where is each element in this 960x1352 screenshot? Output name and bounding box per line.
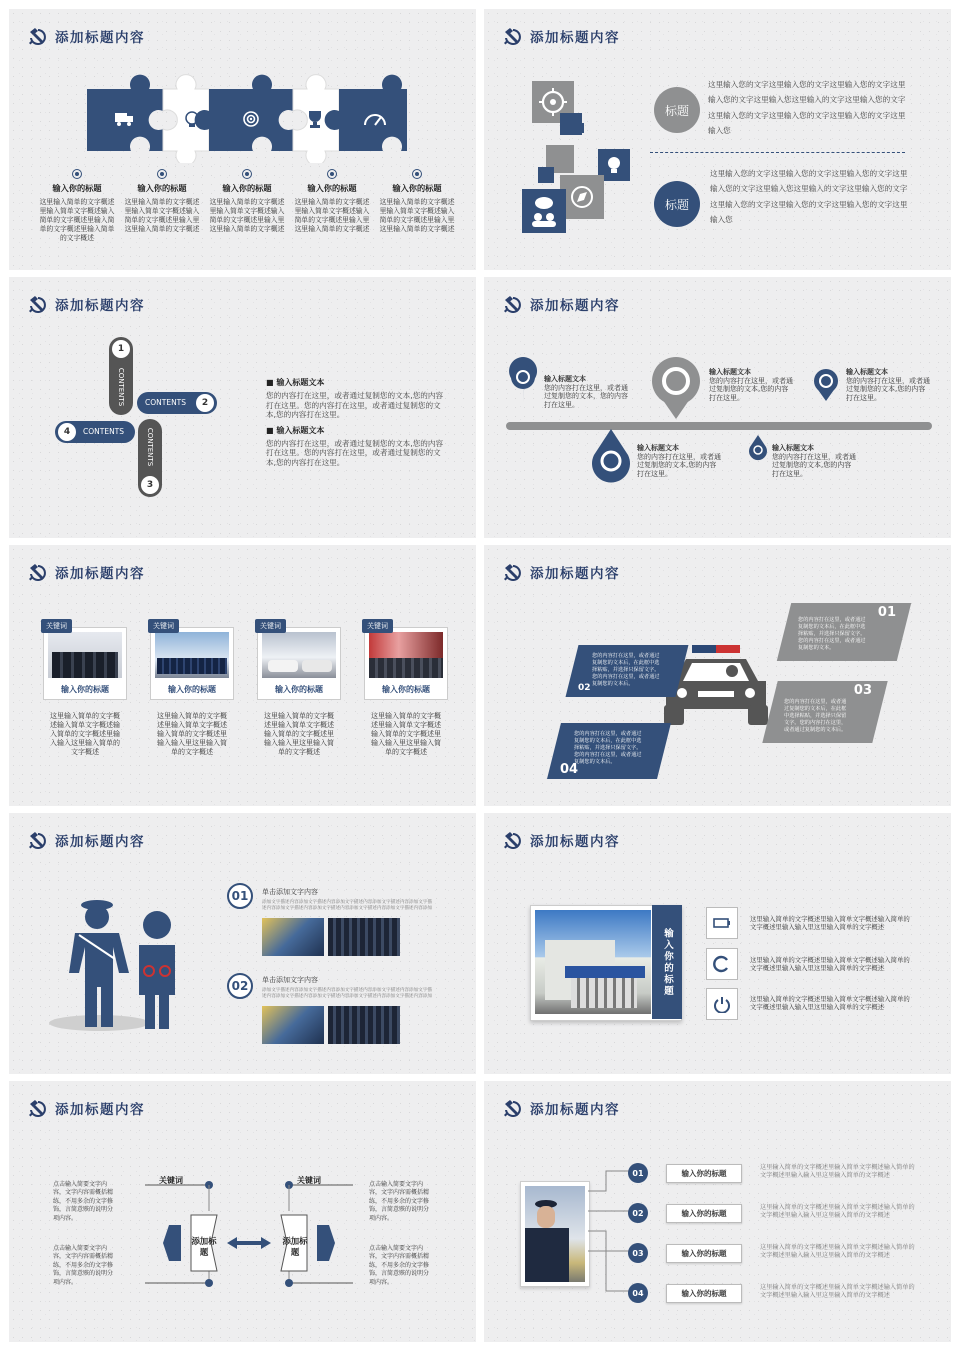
slide-title: 添加标题内容 — [27, 561, 145, 583]
party-emblem-icon — [27, 562, 47, 582]
power-icon — [706, 988, 738, 1020]
slide-title: 添加标题内容 — [27, 829, 145, 851]
slide-2 — [484, 9, 951, 270]
trophy-icon — [309, 111, 321, 128]
icon-tile-cluster — [522, 79, 637, 239]
step-number-02: 02 — [227, 973, 253, 999]
slide-title: 添加标题内容 — [502, 25, 620, 47]
police-station-photo — [535, 910, 651, 1014]
row-text: 这里输入简单的文字概述里输入简单文字概述输入简单的文字概述里输入输入里这里输入简单的文字概述 — [750, 915, 910, 931]
timeline-point: 输入标题文本 您的内容打在这里，或者通过复制您的文本,您的内容打在这里。 — [709, 368, 793, 402]
divider — [650, 152, 905, 153]
slide-7 — [9, 813, 476, 1074]
step-content: 单击添加文字内容 添加文字描述内容添加文字描述内容添加文字描述内容添加文字描述内容添加文字描述内容添加文字描述内容添加文字描述内容添加文字描述内容添加文字描述内容添加 — [262, 887, 432, 956]
slide-title: 添加标题内容 — [502, 1097, 620, 1119]
party-emblem-icon — [502, 1098, 522, 1118]
drop-pin-icon — [592, 429, 630, 482]
police-arrest-illustration — [39, 899, 199, 1039]
photo-card: 关键词 输入你的标题 这里输入简单的文字概述里输入简单文字概述输入简单的文字概述里输入输入里这里输入简单的文字概述 — [364, 619, 448, 757]
refresh-icon — [706, 948, 738, 980]
police-photo — [328, 918, 400, 956]
text-block: ■ 输入标题文本 您的内容打在这里，或者通过复制您的文本,您的内容打在这里。您的内容打在这里，或者通过复制您的文本,您的内容打在这里。 ■ 输入标题文本 您的内容打在这里，或者通过复制您的文本,您的内容打在这里。您的内容打在这里，或者通过复制您的文本,您的内容打在这里。 — [266, 378, 444, 467]
battery-icon — [706, 907, 738, 939]
keyword-left: 关键词 — [159, 1176, 183, 1185]
party-emblem-icon — [27, 294, 47, 314]
info-box-02: 您的内容打在这里，或者通过复制您的文本后，在此框中选择粘贴，并选择只保留文字。您的内容打在这里，或者通过复制您的文本后。 02 — [566, 645, 689, 697]
info-box-04: 您的内容打在这里，或者通过复制您的文本后，在此框中选择粘贴，并选择只保留文字。您的内容打在这里，或者通过复制您的文本后。 04 — [547, 723, 671, 779]
photo-frame — [530, 905, 682, 1021]
party-emblem-icon — [27, 830, 47, 850]
puzzle-strip — [79, 71, 409, 163]
police-group-photo — [48, 632, 122, 678]
contents-pill-1: 1 CONTENTS — [109, 337, 133, 415]
slide-1 — [9, 9, 476, 270]
feature-item: 输入你的标题 这里输入简单的文字概述里输入简单文字概述输入简单的文字概述里输入里这里输入简单的文字概述 — [377, 169, 457, 243]
photo-card: 关键词 输入你的标题 这里输入简单的文字概述输入简单文字概述输入简单的文字概述里输入输入这里输入简单的文字概述 — [43, 619, 127, 757]
heading-bubble-1: 标题 — [654, 87, 700, 133]
note-text: 点击输入简要文字内容，文字内容需概括精练，不用多余的文字修饰，言简意赅的说明分项内容。 — [53, 1181, 114, 1222]
photo-frame — [520, 1181, 590, 1287]
contents-pill-2: CONTENTS 2 — [137, 392, 217, 414]
slide-3 — [9, 277, 476, 538]
list-item: 01 输入你的标题 这里输入简单的文字概述里输入简单文字概述输入简单的文字概述里输入输入里这里输入简单的文字概述 — [628, 1163, 916, 1203]
slide-title: 添加标题内容 — [502, 561, 620, 583]
slide-4 — [484, 277, 951, 538]
contents-pill-4: 4 CONTENTS — [55, 421, 135, 443]
timeline-point: 输入标题文本 您的内容打在这里，或者通过复制您的文本,您的内容打在这里。 — [772, 444, 856, 478]
paragraph-2: 这里输入您的文字这里输入您的文字这里输入您的文字这里输入您的文字这里输入您这里输入的文字这里输入您的文字这里输入您的文字这里输入您的文字这里输入您的文字这里输入您 — [710, 169, 908, 225]
police-parade-photo — [155, 632, 229, 678]
heading-bubble-2: 标题 — [654, 181, 700, 227]
info-box-03: 03 您的内容打在这里，或者通过复制您的文本后，在此框中选择粘贴，并选择只保留文字。您的内容打在这里，或者通过复制您的文本后。 — [762, 681, 887, 743]
note-text: 点击输入简要文字内容，文字内容需概括精练，不用多余的文字修饰，言简意赅的说明分项内容。 — [53, 1245, 114, 1286]
slide-5 — [9, 545, 476, 806]
slide-title: 添加标题内容 — [27, 25, 145, 47]
slide-6 — [484, 545, 951, 806]
info-box-01: 01 您的内容打在这里，或者通过复制您的文本后，在此框中选择粘贴，并选择只保留文字。您的内容打在这里，或者通过复制您的文本。 — [777, 603, 911, 661]
slide-title: 添加标题内容 — [502, 293, 620, 315]
timeline-point: 输入标题文本 您的内容打在这里，或者通过复制您的文本,您的内容打在这里。 — [637, 444, 721, 478]
map-pin-icon — [814, 369, 838, 401]
party-emblem-icon — [502, 562, 522, 582]
list-item: 02 输入你的标题 这里输入简单的文字概述里输入简单文字概述输入简单的文字概述里输入输入里这里输入简单的文字概述 — [628, 1203, 916, 1243]
photo-card: 关键词 输入你的标题 这里输入简单的文字概述里输入简单文字概述输入简单的文字概述里输入输入里这里输入简单的文字概述 — [150, 619, 234, 757]
police-photo — [328, 1006, 400, 1044]
map-pin-icon — [652, 357, 700, 419]
police-officer-photo — [525, 1186, 585, 1282]
feature-item: 输入你的标题 这里输入简单的文字概述里输入简单文字概述输入简单的文字概述里输入简单的文字概述里输入简单的文字概述 — [37, 169, 117, 243]
party-emblem-icon — [27, 1098, 47, 1118]
row-text: 这里输入简单的文字概述里输入简单文字概述输入简单的文字概述里输入输入里这里输入简单的文字概述 — [750, 995, 910, 1011]
timeline-point: 输入标题文本 您的内容打在这里，或者通过复制您的文本，您的内容打在这里。 — [544, 375, 628, 409]
slide-title: 添加标题内容 — [502, 829, 620, 851]
photo-card: 关键词 输入你的标题 这里输入简单的文字概述里输入简单文字概述输入简单的文字概述里输入输入里这里输入简单的文字概述 — [257, 619, 341, 757]
drop-pin-icon — [749, 435, 767, 460]
note-text: 点击输入简要文字内容，文字内容需概括精练，不用多余的文字修饰，言简意赅的说明分项内容。 — [369, 1245, 430, 1286]
contents-pill-3: CONTENTS 3 — [138, 419, 162, 497]
vertical-title: 输入你的标题 — [652, 905, 682, 1019]
slide-8 — [484, 813, 951, 1074]
feature-item: 输入你的标题 这里输入简单的文字概述里输入简单文字概述输入简单的文字概述里输入里这里输入简单的文字概述 — [122, 169, 202, 243]
box-label-left: 添加标题 — [191, 1236, 217, 1257]
feature-item: 输入你的标题 这里输入简单的文字概述里输入简单文字概述输入简单的文字概述里输入里这里输入简单的文字概述 — [207, 169, 287, 243]
timeline-point: 输入标题文本 您的内容打在这里，或者通过复制您的文本,您的内容打在这里。 — [846, 368, 930, 402]
police-ceremony-photo — [369, 632, 443, 678]
police-cars-photo — [262, 632, 336, 678]
police-photo — [262, 918, 324, 956]
number-list — [628, 1163, 916, 1323]
slide-title: 添加标题内容 — [27, 1097, 145, 1119]
party-emblem-icon — [502, 294, 522, 314]
item-title: ■ 输入标题文本 — [266, 378, 325, 387]
step-content: 单击添加文字内容 添加文字描述内容添加文字描述内容添加文字描述内容添加文字描述内容添加文字描述内容添加文字描述内容添加文字描述内容添加文字描述内容添加文字描述内容添加 — [262, 975, 432, 1044]
feature-item: 输入你的标题 这里输入简单的文字概述里输入简单文字概述输入简单的文字概述里输入里这里输入简单的文字概述 — [292, 169, 372, 243]
box-label-right: 添加标题 — [282, 1236, 308, 1257]
row-text: 这里输入简单的文字概述里输入简单文字概述输入简单的文字概述里输入输入里这里输入简单的文字概述 — [750, 956, 910, 972]
police-photo — [262, 1006, 324, 1044]
slide-10 — [484, 1081, 951, 1342]
list-item: 03 输入你的标题 这里输入简单的文字概述里输入简单文字概述输入简单的文字概述里输入输入里这里输入简单的文字概述 — [628, 1243, 916, 1283]
keyword-right: 关键词 — [297, 1176, 321, 1185]
item-title: ■ 输入标题文本 — [266, 425, 325, 435]
party-emblem-icon — [502, 26, 522, 46]
step-number-01: 01 — [227, 883, 253, 909]
party-emblem-icon — [27, 26, 47, 46]
note-text: 点击输入简要文字内容，文字内容需概括精练，不用多余的文字修饰，言简意赅的说明分项内容。 — [369, 1181, 430, 1222]
slide-title: 添加标题内容 — [27, 293, 145, 315]
paragraph-1: 这里输入您的文字这里输入您的文字这里输入您的文字这里输入您的文字这里输入您这里输入的文字这里输入您的文字这里输入您的文字这里输入您的文字这里输入您的文字这里输入您 — [708, 80, 906, 136]
party-emblem-icon — [502, 830, 522, 850]
map-pin-icon — [509, 357, 537, 403]
slide-9 — [9, 1081, 476, 1342]
list-item: 04 输入你的标题 这里输入简单的文字概述里输入简单文字概述输入简单的文字概述里输入输入里这里输入简单的文字概述 — [628, 1283, 916, 1323]
flow-diagram — [139, 1181, 359, 1301]
